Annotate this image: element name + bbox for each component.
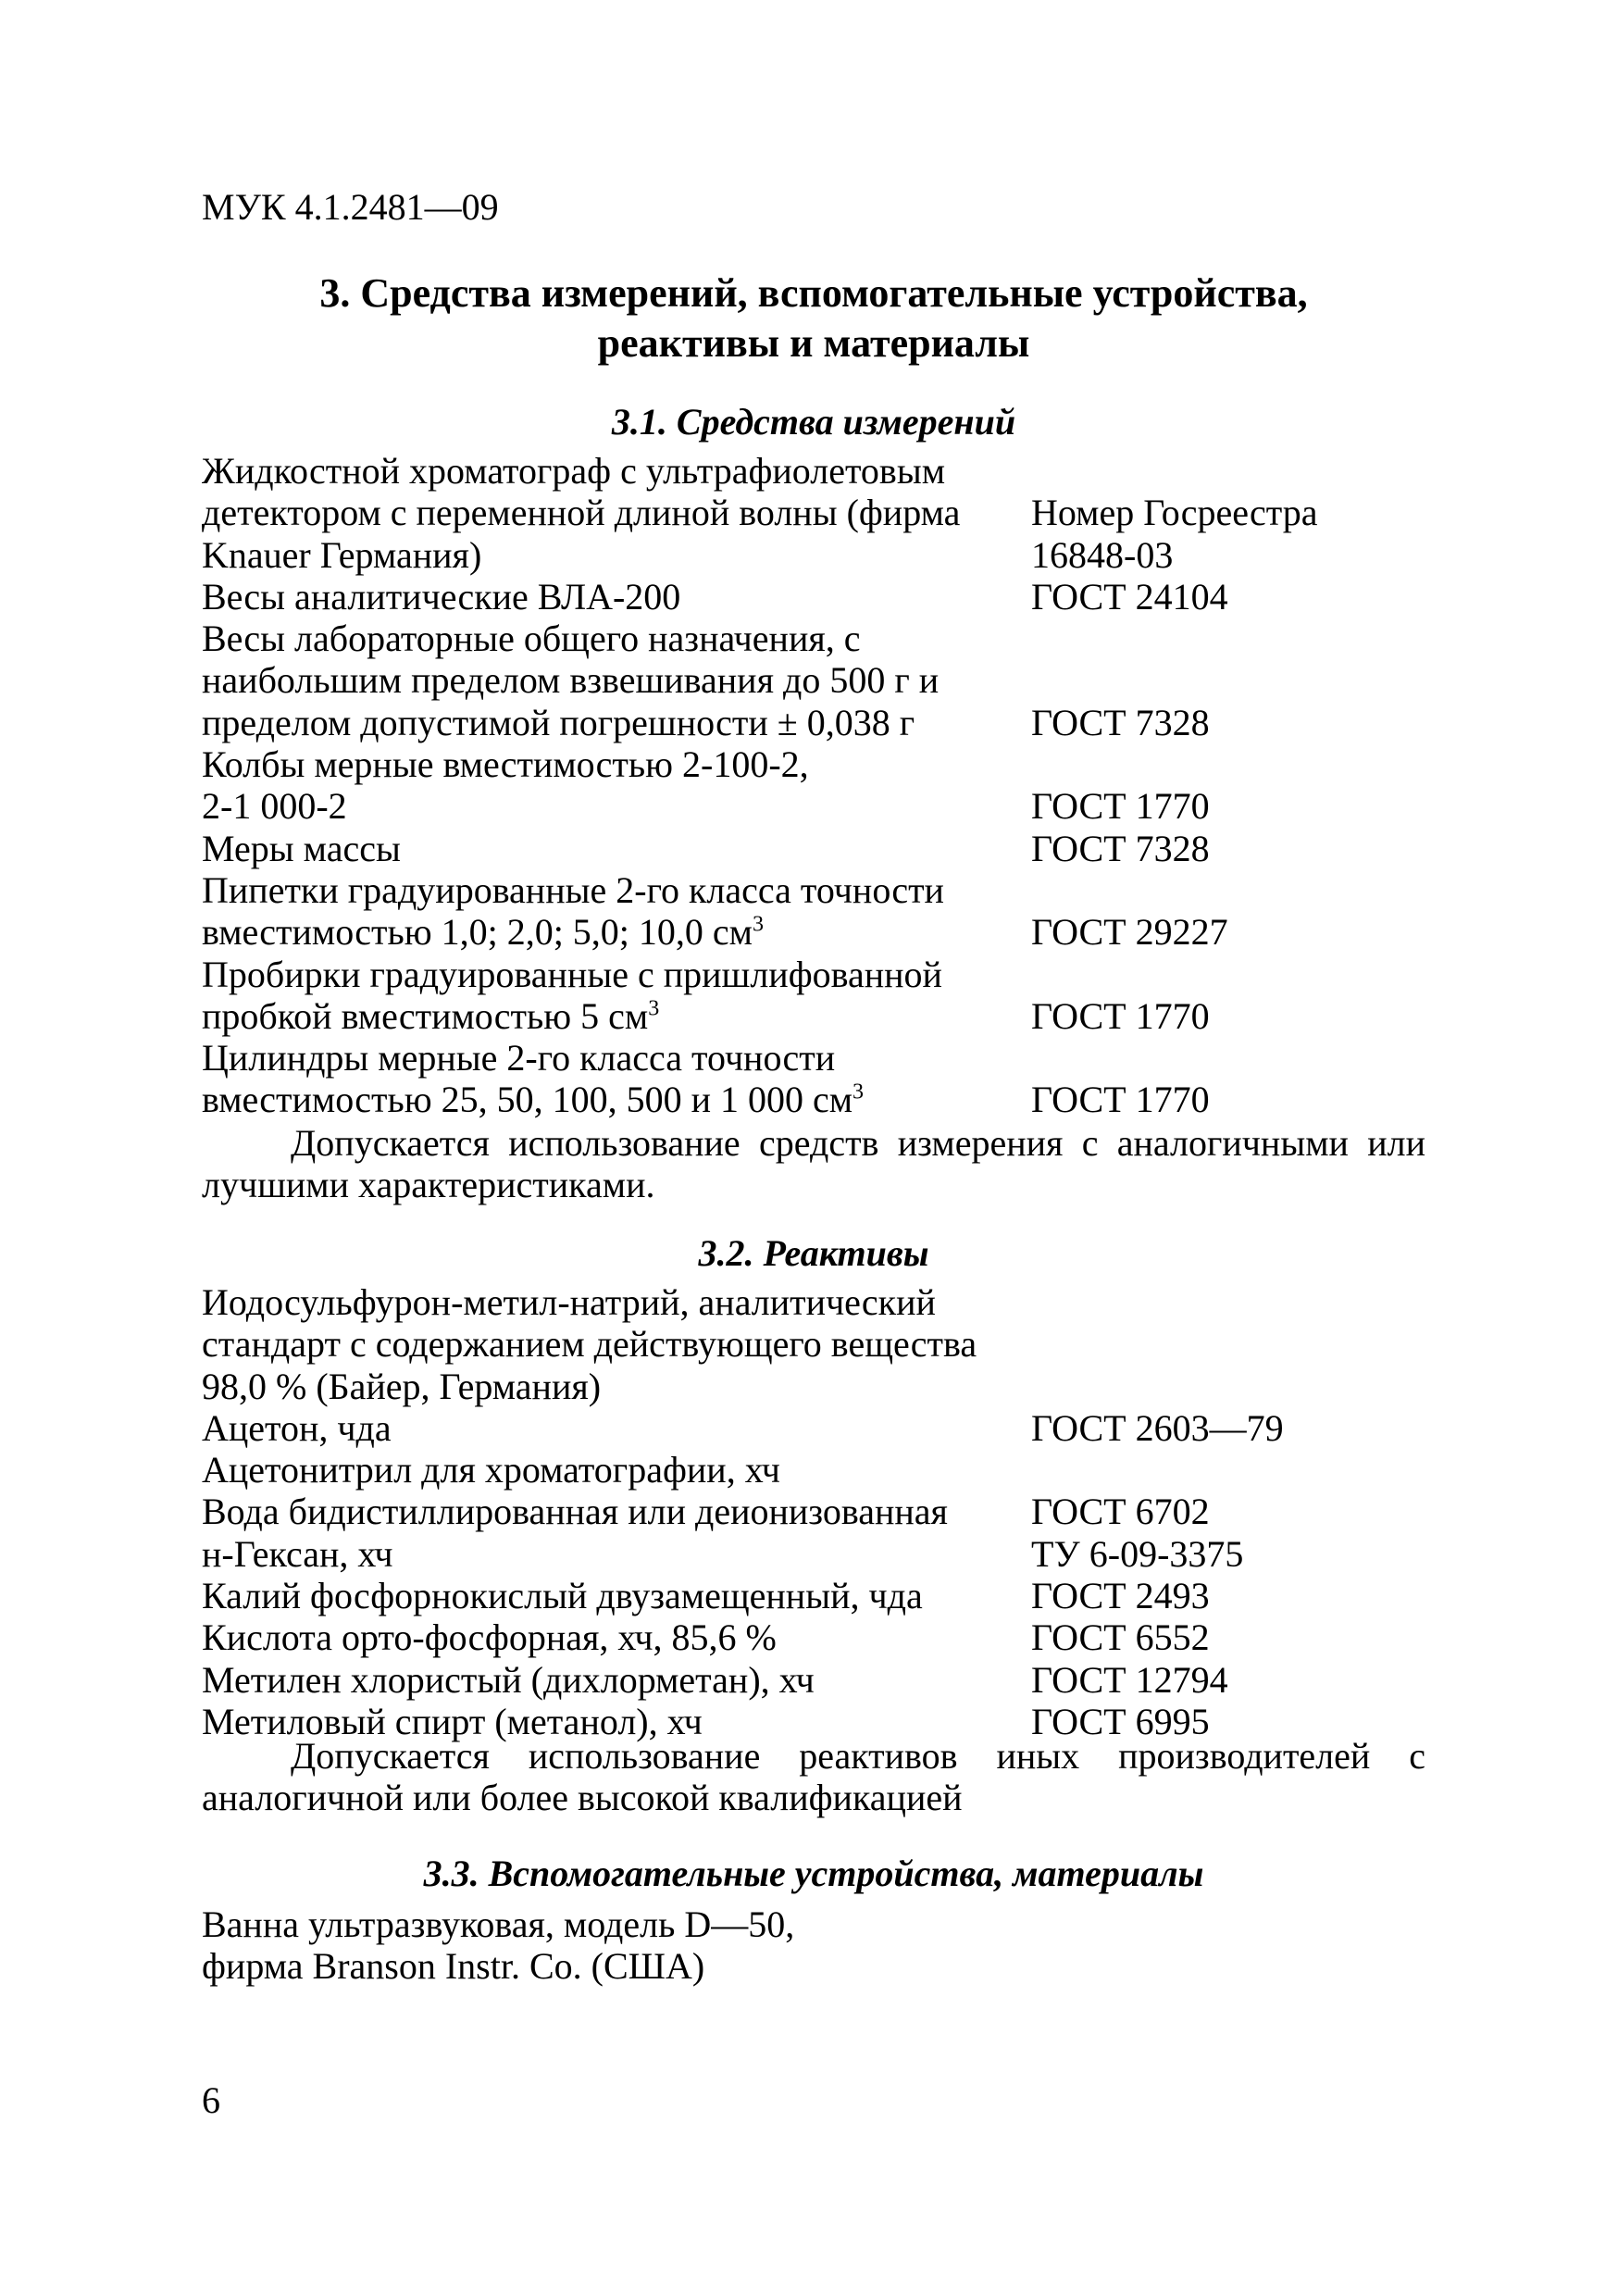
- section-title-line-2: реактивы и материалы: [597, 320, 1030, 366]
- document-code: МУК 4.1.2481—09: [202, 186, 499, 228]
- item-ref: ГОСТ 29227: [1031, 911, 1228, 954]
- item-text: пробкой вместимостью 5 см: [202, 994, 649, 1037]
- auxiliary-devices-list: [202, 1903, 1425, 1987]
- item-text: Вода бидистиллированная или деионизованная: [202, 1491, 948, 1533]
- item-ref: ГОСТ 6702: [1031, 1491, 1210, 1533]
- reagents-note-line-2: аналогичной или более высокой квалификацией: [202, 1777, 963, 1818]
- item-text: Жидкостной хроматограф с ультрафиолетовым: [202, 450, 946, 492]
- item-ref: ГОСТ 1770: [1031, 1079, 1210, 1121]
- reagents-list: [202, 1281, 1425, 1742]
- measuring-instruments-list: [202, 450, 1425, 1121]
- list-item: [202, 1659, 1425, 1701]
- item-text: Пробирки градуированные с пришлифованной: [202, 953, 942, 995]
- item-ref: ГОСТ 7328: [1031, 701, 1210, 743]
- item-ref: ГОСТ 1770: [1031, 994, 1210, 1037]
- list-item: [202, 1491, 1425, 1532]
- item-text: Весы аналитические ВЛА-200: [202, 575, 681, 618]
- page-number: 6: [202, 2079, 220, 2121]
- list-item: [202, 1407, 1425, 1449]
- list-item: [202, 1281, 1425, 1407]
- item-text: Меры массы: [202, 827, 401, 869]
- item-text: Весы лабораторные общего назначения, с: [202, 618, 861, 660]
- list-item: [202, 576, 1425, 618]
- superscript: 3: [853, 1080, 865, 1105]
- item-ref: ГОСТ 24104: [1031, 575, 1228, 618]
- measuring-instruments-note: Допускается использование средств измерения с аналогичными или лучшими характеристиками.: [202, 1122, 1425, 1205]
- item-text: Knauer Германия): [202, 533, 482, 576]
- item-text: 98,0 % (Байер, Германия): [202, 1365, 602, 1407]
- item-text: Метилен хлористый (дихлорметан), хч: [202, 1658, 815, 1701]
- item-ref: ГОСТ 6552: [1031, 1616, 1210, 1659]
- item-ref: ГОСТ 7328: [1031, 827, 1210, 869]
- item-text: наибольшим пределом взвешивания до 500 г и: [202, 659, 940, 702]
- item-text: вместимостью 1,0; 2,0; 5,0; 10,0 см: [202, 911, 753, 954]
- item-text: Цилиндры мерные 2-го класса точности: [202, 1037, 836, 1079]
- list-item: [202, 1533, 1425, 1575]
- item-text: детектором с переменной длиной волны (фирма: [202, 492, 961, 534]
- item-text: Иодосульфурон-метил-натрий, аналитический: [202, 1281, 936, 1323]
- item-ref: ГОСТ 2493: [1031, 1575, 1210, 1617]
- subsection-heading-auxiliary-devices: 3.3. Вспомогательные устройства, материалы: [423, 1853, 1204, 1894]
- list-item: [202, 1037, 1425, 1121]
- list-item: [202, 869, 1425, 954]
- list-item: [202, 743, 1425, 828]
- subsection-heading-reagents: 3.2. Реактивы: [698, 1232, 929, 1274]
- item-text: Калий фосфорнокислый двузамещенный, чда: [202, 1575, 923, 1617]
- subsection-heading-measuring-instruments: 3.1. Средства измерений: [611, 401, 1016, 443]
- item-text: стандарт с содержанием действующего вещества: [202, 1323, 977, 1366]
- item-text: пределом допустимой погрешности ± 0,038 г: [202, 701, 915, 743]
- list-item: [202, 1616, 1425, 1658]
- item-text: фирма Branson Instr. Co. (США): [202, 1945, 705, 1987]
- item-text: 2-1 000-2: [202, 785, 347, 828]
- item-ref: ГОСТ 1770: [1031, 785, 1210, 828]
- list-item: [202, 618, 1425, 743]
- item-text: Метиловый спирт (метанол), хч: [202, 1700, 703, 1742]
- item-ref: ГОСТ 12794: [1031, 1658, 1228, 1701]
- item-text: Пипетки градуированные 2-го класса точности: [202, 868, 944, 911]
- item-ref: Номер Госреестра: [1031, 492, 1318, 534]
- list-item: [202, 450, 1425, 576]
- list-item: [202, 954, 1425, 1038]
- item-text: вместимостью 25, 50, 100, 500 и 1 000 см: [202, 1079, 853, 1121]
- item-text: Кислота орто-фосфорная, хч, 85,6 %: [202, 1616, 777, 1659]
- reagents-note-line-1: Допускается использование реактивов иных производителей с: [291, 1735, 1425, 1777]
- list-item: [202, 1449, 1425, 1491]
- list-item: [202, 828, 1425, 869]
- section-title: [202, 268, 1425, 368]
- list-item: [202, 1575, 1425, 1616]
- item-ref: ГОСТ 2603—79: [1031, 1406, 1284, 1449]
- item-ref: 16848-03: [1031, 533, 1174, 576]
- section-title-line-1: 3. Средства измерений, вспомогательные устройства,: [319, 270, 1308, 316]
- superscript: 3: [752, 912, 764, 937]
- superscript: 3: [648, 996, 660, 1021]
- item-text: Колбы мерные вместимостью 2-100-2,: [202, 743, 809, 786]
- item-text: Ванна ультразвуковая, модель D—50,: [202, 1903, 795, 1945]
- item-text: н-Гексан, хч: [202, 1532, 393, 1575]
- item-text: Ацетон, чда: [202, 1406, 392, 1449]
- item-text: Ацетонитрил для хроматографии, хч: [202, 1449, 780, 1491]
- item-ref: ТУ 6-09-3375: [1031, 1532, 1244, 1575]
- item-ref: ГОСТ 6995: [1031, 1700, 1210, 1742]
